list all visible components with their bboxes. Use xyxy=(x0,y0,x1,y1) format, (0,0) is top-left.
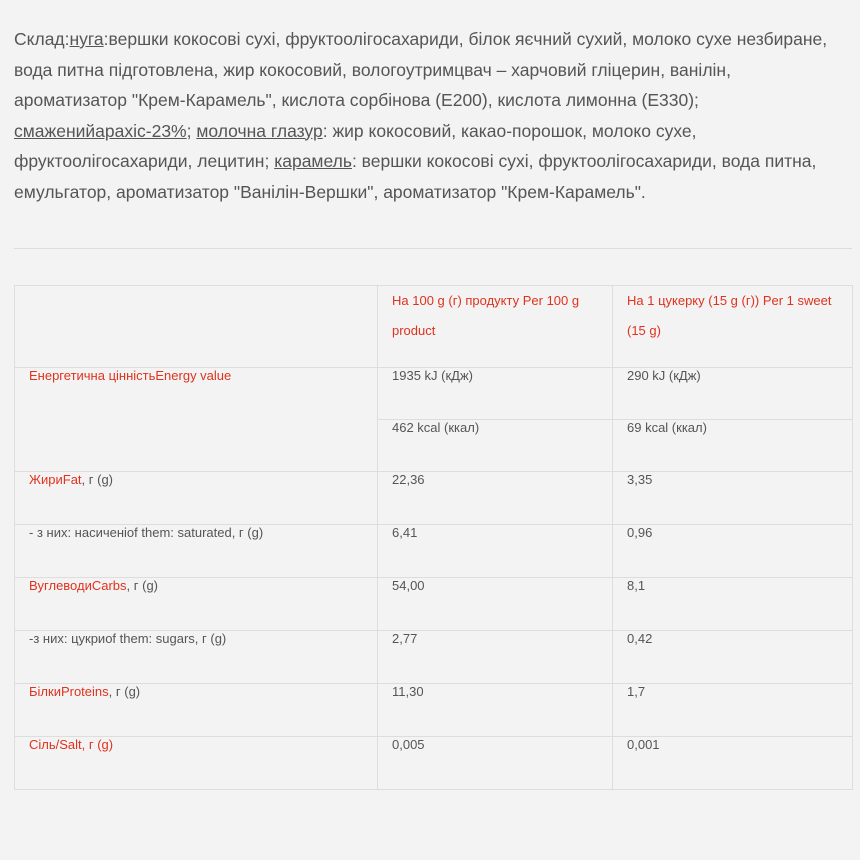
table-row xyxy=(15,578,853,631)
row-label-unit: , г (g) xyxy=(108,684,141,699)
cell-value-per-100g: 0,005 xyxy=(378,737,613,790)
header-cell-per-sweet xyxy=(613,286,853,368)
cell-value-per-sweet: 1,7 xyxy=(613,684,853,737)
cell-value-per-sweet: 8,1 xyxy=(613,578,853,631)
composition-label: Склад: xyxy=(14,29,70,49)
row-label-salt: Сіль/Salt, г (g) xyxy=(15,737,378,790)
cell-value-per-100g: 22,36 xyxy=(378,472,613,525)
row-label-proteins xyxy=(15,684,378,737)
row-label-unit: , г (g) xyxy=(81,472,114,487)
row-label-text: ВуглеводиCarbs xyxy=(29,578,127,593)
cell-value-per-sweet: 290 kJ (кДж) xyxy=(613,368,853,420)
table-row xyxy=(15,472,853,525)
header-per-sweet-label: На 1 цукерку (15 g (г)) Per 1 sweet (15 g) xyxy=(627,293,832,338)
header-cell-empty xyxy=(15,286,378,368)
table-row xyxy=(15,684,853,737)
separator: ; xyxy=(186,120,197,141)
cell-value-per-100g: 6,41 xyxy=(378,525,613,578)
cell-value-per-100g: 11,30 xyxy=(378,684,613,737)
row-label-text: ЖириFat xyxy=(29,472,82,487)
row-label-text: БілкиProteins xyxy=(29,684,109,699)
table-header-row xyxy=(15,286,853,368)
table-row xyxy=(15,737,853,790)
cell-value-per-sweet: 0,96 xyxy=(613,525,853,578)
row-label-saturated: - з них: насиченіof them: saturated, г (g) xyxy=(15,525,378,578)
row-label-energy: Енергетична цінністьEnergy value xyxy=(15,368,378,472)
row-label-sugars: -з них: цукриof them: sugars, г (g) xyxy=(15,631,378,684)
table-row xyxy=(15,368,853,420)
divider xyxy=(14,248,852,249)
cell-value-per-sweet: 69 kcal (ккал) xyxy=(613,420,853,472)
nougat-ingredients: :вершки кокосові сухі, фруктоолігосахариди, білок яєчний сухий, молоко сухе незбиране, вода питна підготовлена, жир кокосовий, вологоутримцвач – харчовий гліцерин, ванілін, ароматизатор "Крем-Карамель", кислота сорбінова (E200), кислота лимонна (E330); xyxy=(14,29,828,110)
cell-value-per-100g: 2,77 xyxy=(378,631,613,684)
table-row xyxy=(15,631,853,684)
nutrition-table xyxy=(14,285,853,790)
cell-value-per-sweet: 0,42 xyxy=(613,631,853,684)
peanut-label: смаженийарахіс-23% xyxy=(14,120,187,141)
glaze-label: молочна глазур xyxy=(196,120,323,141)
cell-value-per-sweet: 3,35 xyxy=(613,472,853,525)
glaze-ingredients: : жир кокосовий, какао-порошок, молоко сухе, фруктоолігосахариди, лецитин; xyxy=(14,120,697,171)
caramel-label: карамель xyxy=(274,151,352,171)
row-label-fat xyxy=(15,472,378,525)
composition-text xyxy=(14,24,846,207)
caramel-ingredients: : вершки кокосові сухі, фруктоолігосахариди, вода питна, емульгатор, ароматизатор "Ванілін-Вершки", ароматизатор "Крем-Карамель". xyxy=(14,151,817,202)
header-cell-per-100g xyxy=(378,286,613,368)
cell-value-per-100g: 462 kcal (ккал) xyxy=(378,420,613,472)
cell-value-per-sweet: 0,001 xyxy=(613,737,853,790)
row-label-carbs xyxy=(15,578,378,631)
header-per-100g-label: На 100 g (г) продукту Per 100 g product xyxy=(392,293,580,338)
cell-value-per-100g: 54,00 xyxy=(378,578,613,631)
nougat-label: нуга xyxy=(69,29,104,49)
table-row xyxy=(15,525,853,578)
cell-value-per-100g: 1935 kJ (кДж) xyxy=(378,368,613,420)
row-label-unit: , г (g) xyxy=(126,578,158,593)
